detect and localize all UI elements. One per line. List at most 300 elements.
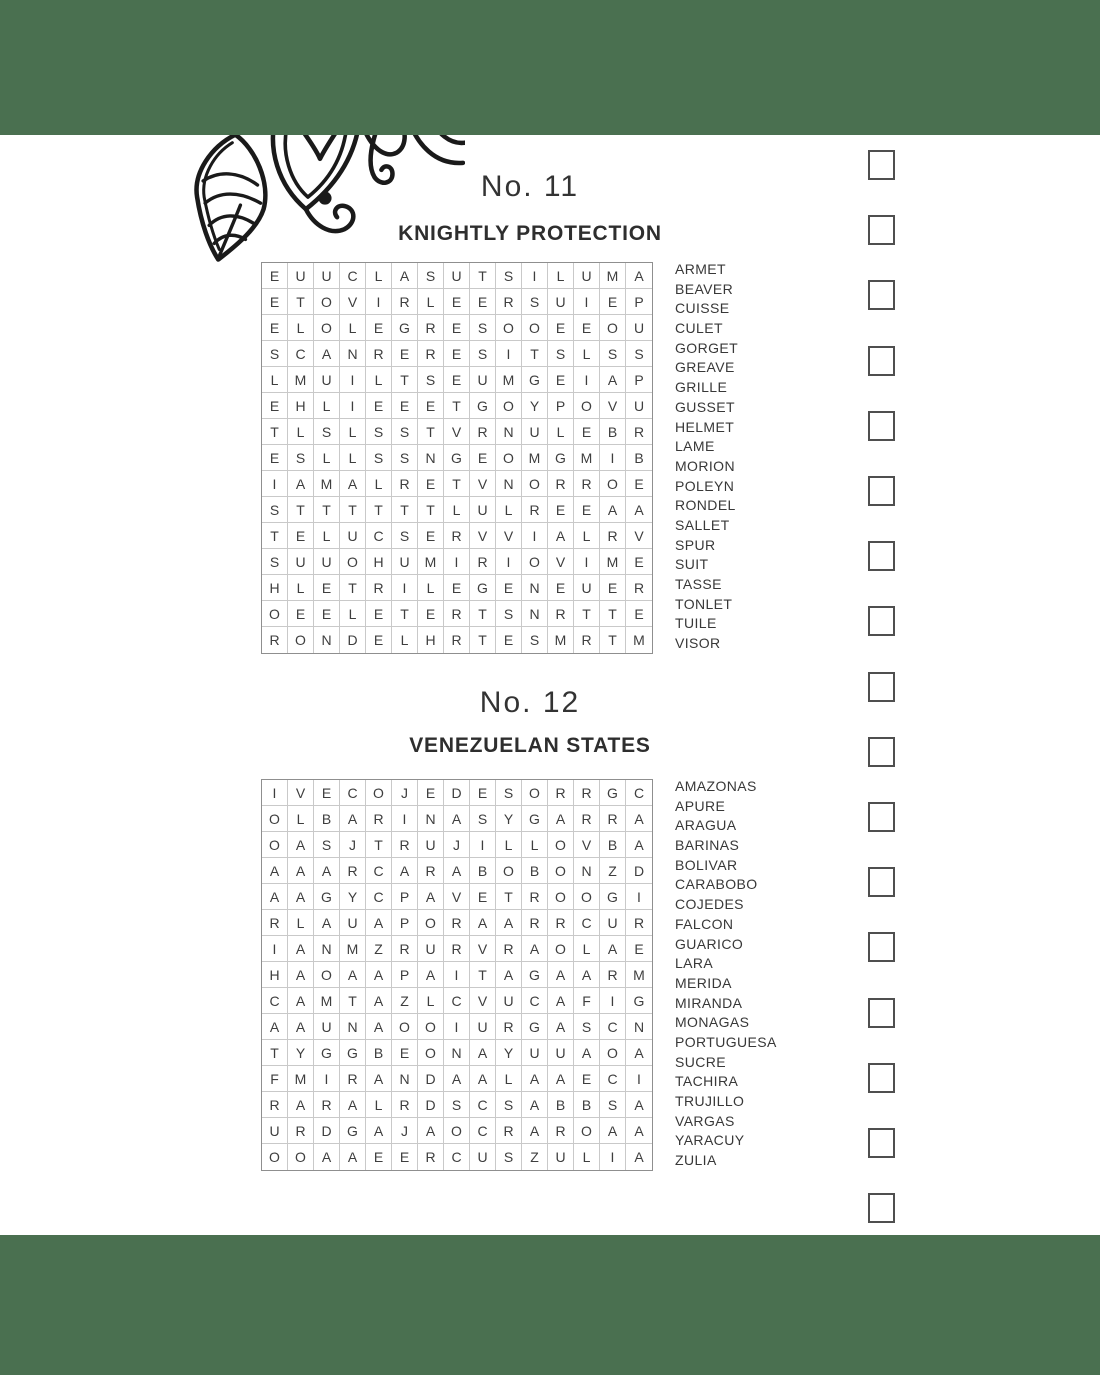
grid-letter-cell: T	[288, 289, 314, 315]
grid-letter-cell: N	[522, 601, 548, 627]
grid-letter-cell: T	[392, 497, 418, 523]
grid-letter-cell: G	[314, 1040, 340, 1066]
answer-checkbox	[868, 737, 895, 767]
grid-letter-cell: E	[366, 601, 392, 627]
grid-letter-cell: C	[288, 341, 314, 367]
grid-letter-cell: R	[548, 601, 574, 627]
grid-letter-cell: Z	[522, 1144, 548, 1170]
grid-letter-cell: C	[626, 780, 652, 806]
grid-letter-cell: R	[600, 962, 626, 988]
grid-letter-cell: A	[340, 1092, 366, 1118]
answer-checkbox	[868, 1193, 895, 1223]
grid-letter-cell: I	[600, 1144, 626, 1170]
word-list-item: HELMET	[675, 418, 735, 435]
grid-letter-cell: N	[340, 341, 366, 367]
grid-letter-cell: E	[574, 419, 600, 445]
grid-letter-cell: I	[626, 1066, 652, 1092]
grid-letter-cell: I	[600, 988, 626, 1014]
answer-checkbox-column	[868, 0, 898, 1375]
grid-letter-cell: L	[340, 419, 366, 445]
grid-letter-cell: A	[600, 497, 626, 523]
puzzle-12-number: No. 12	[479, 686, 581, 719]
grid-letter-cell: D	[626, 858, 652, 884]
grid-letter-cell: T	[340, 497, 366, 523]
grid-letter-cell: T	[470, 601, 496, 627]
grid-letter-cell: M	[600, 549, 626, 575]
grid-letter-cell: C	[600, 1066, 626, 1092]
grid-letter-cell: V	[470, 988, 496, 1014]
grid-letter-cell: R	[600, 523, 626, 549]
grid-letter-cell: R	[574, 806, 600, 832]
grid-letter-cell: I	[392, 575, 418, 601]
grid-letter-cell: Z	[366, 936, 392, 962]
grid-letter-cell: J	[392, 1118, 418, 1144]
grid-letter-cell: I	[574, 549, 600, 575]
grid-letter-cell: E	[626, 549, 652, 575]
grid-letter-cell: U	[548, 1040, 574, 1066]
grid-letter-cell: R	[548, 471, 574, 497]
grid-letter-cell: S	[262, 549, 288, 575]
grid-letter-cell: O	[444, 1118, 470, 1144]
grid-letter-cell: P	[548, 393, 574, 419]
grid-letter-cell: U	[496, 988, 522, 1014]
word-list-item: BARINAS	[675, 837, 740, 854]
grid-letter-cell: C	[522, 988, 548, 1014]
grid-letter-cell: A	[470, 910, 496, 936]
grid-letter-cell: E	[262, 315, 288, 341]
grid-letter-cell: M	[340, 936, 366, 962]
grid-letter-cell: I	[262, 471, 288, 497]
grid-letter-cell: R	[340, 1066, 366, 1092]
grid-letter-cell: R	[496, 289, 522, 315]
word-list-item: BOLIVAR	[675, 856, 738, 873]
grid-letter-cell: R	[418, 1144, 444, 1170]
grid-letter-cell: L	[574, 341, 600, 367]
answer-checkbox	[868, 150, 895, 180]
grid-letter-cell: S	[470, 806, 496, 832]
grid-letter-cell: A	[262, 884, 288, 910]
grid-letter-cell: E	[418, 780, 444, 806]
grid-letter-cell: A	[366, 910, 392, 936]
grid-letter-cell: A	[626, 806, 652, 832]
answer-checkbox	[868, 672, 895, 702]
grid-letter-cell: T	[574, 601, 600, 627]
grid-letter-cell: L	[574, 1144, 600, 1170]
grid-letter-cell: E	[418, 601, 444, 627]
grid-letter-cell: O	[574, 1118, 600, 1144]
grid-letter-cell: U	[470, 1144, 496, 1170]
grid-letter-cell: A	[366, 962, 392, 988]
grid-letter-cell: M	[418, 549, 444, 575]
grid-letter-cell: E	[392, 1144, 418, 1170]
grid-letter-cell: R	[392, 1092, 418, 1118]
grid-letter-cell: O	[418, 1014, 444, 1040]
grid-letter-cell: U	[314, 367, 340, 393]
answer-checkbox	[868, 411, 895, 441]
grid-letter-cell: U	[392, 549, 418, 575]
grid-letter-cell: G	[470, 575, 496, 601]
puzzle-12-word-list	[675, 777, 777, 1171]
grid-letter-cell: R	[444, 523, 470, 549]
grid-letter-cell: S	[600, 1092, 626, 1118]
grid-letter-cell: G	[522, 962, 548, 988]
grid-letter-cell: L	[392, 627, 418, 653]
word-list-item: PORTUGUESA	[675, 1033, 777, 1050]
grid-letter-cell: A	[522, 1118, 548, 1144]
grid-letter-cell: T	[288, 497, 314, 523]
grid-letter-cell: C	[574, 910, 600, 936]
grid-letter-cell: P	[392, 884, 418, 910]
grid-letter-cell: A	[288, 936, 314, 962]
grid-letter-cell: O	[548, 858, 574, 884]
grid-letter-cell: R	[392, 471, 418, 497]
grid-letter-cell: A	[340, 962, 366, 988]
grid-letter-cell: R	[418, 341, 444, 367]
grid-letter-cell: S	[626, 341, 652, 367]
grid-letter-cell: M	[314, 471, 340, 497]
grid-letter-cell: S	[392, 445, 418, 471]
puzzle-11-number: No. 11	[480, 170, 580, 203]
puzzle-12-word-search-grid	[261, 779, 653, 1171]
answer-checkbox	[868, 476, 895, 506]
grid-letter-cell: S	[496, 1092, 522, 1118]
grid-letter-cell: B	[600, 832, 626, 858]
grid-letter-cell: A	[288, 858, 314, 884]
grid-letter-cell: T	[392, 601, 418, 627]
grid-letter-cell: R	[444, 601, 470, 627]
grid-letter-cell: E	[470, 780, 496, 806]
grid-letter-cell: O	[392, 1014, 418, 1040]
grid-letter-cell: E	[626, 601, 652, 627]
grid-letter-cell: E	[366, 315, 392, 341]
grid-letter-cell: V	[288, 780, 314, 806]
grid-letter-cell: M	[288, 367, 314, 393]
grid-letter-cell: A	[288, 1092, 314, 1118]
grid-letter-cell: Y	[496, 1040, 522, 1066]
grid-letter-cell: E	[470, 445, 496, 471]
word-list-item: GRILLE	[675, 379, 728, 396]
grid-letter-cell: S	[496, 601, 522, 627]
grid-letter-cell: S	[288, 445, 314, 471]
grid-letter-cell: I	[262, 780, 288, 806]
grid-letter-cell: I	[470, 832, 496, 858]
grid-letter-cell: G	[600, 780, 626, 806]
grid-letter-cell: O	[314, 962, 340, 988]
grid-letter-cell: H	[418, 627, 444, 653]
grid-letter-cell: M	[496, 367, 522, 393]
word-list-item: POLEYN	[675, 477, 735, 494]
grid-letter-cell: M	[288, 1066, 314, 1092]
grid-letter-cell: E	[262, 263, 288, 289]
grid-letter-cell: O	[600, 471, 626, 497]
top-border-band	[0, 0, 1100, 135]
grid-letter-cell: B	[548, 1092, 574, 1118]
grid-letter-cell: O	[288, 1144, 314, 1170]
grid-letter-cell: A	[366, 1066, 392, 1092]
grid-letter-cell: R	[314, 1092, 340, 1118]
grid-letter-cell: E	[262, 445, 288, 471]
grid-letter-cell: A	[600, 936, 626, 962]
grid-letter-cell: H	[288, 393, 314, 419]
grid-letter-cell: O	[366, 780, 392, 806]
word-list-item: CULET	[675, 320, 723, 337]
grid-letter-cell: R	[522, 910, 548, 936]
grid-letter-cell: I	[574, 289, 600, 315]
grid-letter-cell: S	[496, 780, 522, 806]
grid-letter-cell: U	[470, 497, 496, 523]
grid-letter-cell: L	[314, 445, 340, 471]
grid-letter-cell: U	[522, 419, 548, 445]
word-list-item: MORION	[675, 457, 735, 474]
grid-letter-cell: J	[340, 832, 366, 858]
grid-letter-cell: A	[288, 471, 314, 497]
grid-letter-cell: V	[470, 471, 496, 497]
grid-letter-cell: U	[574, 263, 600, 289]
grid-letter-cell: N	[444, 1040, 470, 1066]
grid-letter-cell: D	[444, 780, 470, 806]
grid-letter-cell: Y	[340, 884, 366, 910]
grid-letter-cell: T	[444, 393, 470, 419]
grid-letter-cell: O	[314, 315, 340, 341]
grid-letter-cell: A	[392, 263, 418, 289]
grid-letter-cell: M	[548, 627, 574, 653]
answer-checkbox	[868, 541, 895, 571]
grid-letter-cell: V	[600, 393, 626, 419]
grid-letter-cell: I	[340, 367, 366, 393]
grid-letter-cell: O	[262, 601, 288, 627]
grid-letter-cell: I	[392, 806, 418, 832]
word-list-item: TRUJILLO	[675, 1093, 745, 1109]
grid-letter-cell: G	[548, 445, 574, 471]
grid-letter-cell: C	[366, 858, 392, 884]
word-list-item: ARMET	[675, 261, 726, 277]
grid-letter-cell: N	[574, 858, 600, 884]
grid-letter-cell: I	[444, 962, 470, 988]
grid-letter-cell: U	[340, 910, 366, 936]
grid-letter-cell: E	[314, 575, 340, 601]
grid-letter-cell: S	[600, 341, 626, 367]
grid-letter-cell: R	[444, 910, 470, 936]
grid-letter-cell: R	[288, 1118, 314, 1144]
grid-letter-cell: V	[470, 936, 496, 962]
grid-letter-cell: V	[548, 549, 574, 575]
grid-letter-cell: N	[314, 936, 340, 962]
grid-letter-cell: S	[392, 419, 418, 445]
grid-letter-cell: A	[626, 263, 652, 289]
grid-letter-cell: U	[288, 263, 314, 289]
grid-letter-cell: G	[470, 393, 496, 419]
grid-letter-cell: R	[548, 780, 574, 806]
grid-letter-cell: G	[522, 1014, 548, 1040]
grid-letter-cell: A	[392, 858, 418, 884]
grid-letter-cell: E	[366, 393, 392, 419]
grid-letter-cell: L	[340, 601, 366, 627]
grid-letter-cell: E	[574, 1066, 600, 1092]
grid-letter-cell: T	[470, 962, 496, 988]
grid-letter-cell: A	[626, 1118, 652, 1144]
grid-letter-cell: R	[392, 832, 418, 858]
grid-letter-cell: O	[262, 832, 288, 858]
grid-letter-cell: R	[626, 910, 652, 936]
grid-letter-cell: N	[418, 445, 444, 471]
grid-letter-cell: U	[418, 936, 444, 962]
grid-letter-cell: S	[496, 1144, 522, 1170]
grid-letter-cell: T	[340, 988, 366, 1014]
puzzle-12-title: VENEZUELAN STATES	[409, 734, 651, 757]
grid-letter-cell: Z	[600, 858, 626, 884]
grid-letter-cell: E	[444, 341, 470, 367]
grid-letter-cell: L	[366, 367, 392, 393]
word-list-item: TONLET	[675, 595, 733, 612]
grid-letter-cell: C	[340, 780, 366, 806]
grid-letter-cell: E	[262, 289, 288, 315]
word-list-item: COJEDES	[675, 896, 744, 913]
grid-letter-cell: E	[496, 627, 522, 653]
grid-letter-cell: L	[548, 419, 574, 445]
grid-letter-cell: O	[522, 549, 548, 575]
grid-letter-cell: S	[470, 315, 496, 341]
grid-letter-cell: E	[574, 497, 600, 523]
grid-letter-cell: U	[470, 1014, 496, 1040]
grid-letter-cell: C	[340, 263, 366, 289]
word-list-item: SUIT	[675, 556, 709, 573]
grid-letter-cell: A	[314, 910, 340, 936]
grid-letter-cell: U	[288, 549, 314, 575]
grid-letter-cell: A	[470, 1066, 496, 1092]
grid-letter-cell: D	[418, 1092, 444, 1118]
grid-letter-cell: V	[444, 419, 470, 445]
grid-letter-cell: A	[626, 497, 652, 523]
grid-letter-cell: A	[366, 1014, 392, 1040]
grid-letter-cell: R	[366, 341, 392, 367]
grid-letter-cell: I	[496, 341, 522, 367]
grid-letter-cell: A	[288, 962, 314, 988]
grid-letter-cell: A	[288, 988, 314, 1014]
grid-letter-cell: U	[444, 263, 470, 289]
grid-letter-cell: L	[418, 289, 444, 315]
word-list-item: LARA	[675, 955, 714, 972]
grid-letter-cell: O	[522, 471, 548, 497]
grid-letter-cell: S	[314, 419, 340, 445]
grid-letter-cell: A	[626, 1040, 652, 1066]
grid-letter-cell: D	[340, 627, 366, 653]
grid-letter-cell: R	[574, 471, 600, 497]
grid-letter-cell: R	[548, 910, 574, 936]
word-list-item: YARACUY	[675, 1132, 745, 1149]
grid-letter-cell: L	[340, 445, 366, 471]
word-list-item: MONAGAS	[675, 1014, 750, 1031]
grid-letter-cell: S	[574, 1014, 600, 1040]
grid-letter-cell: U	[548, 1144, 574, 1170]
grid-letter-cell: S	[366, 445, 392, 471]
grid-letter-cell: N	[496, 471, 522, 497]
grid-letter-cell: S	[366, 419, 392, 445]
word-list-item: GREAVE	[675, 359, 735, 376]
grid-letter-cell: A	[600, 1118, 626, 1144]
grid-letter-cell: E	[392, 1040, 418, 1066]
grid-letter-cell: G	[626, 988, 652, 1014]
grid-letter-cell: E	[548, 315, 574, 341]
word-list-item: GORGET	[675, 339, 739, 356]
answer-checkbox	[868, 867, 895, 897]
grid-letter-cell: P	[392, 910, 418, 936]
grid-letter-cell: T	[418, 497, 444, 523]
grid-letter-cell: N	[626, 1014, 652, 1040]
grid-letter-cell: U	[314, 549, 340, 575]
grid-letter-cell: A	[288, 884, 314, 910]
grid-letter-cell: I	[522, 523, 548, 549]
grid-letter-cell: N	[340, 1014, 366, 1040]
word-list-item: ZULIA	[675, 1152, 717, 1169]
grid-letter-cell: A	[626, 1092, 652, 1118]
grid-letter-cell: A	[548, 962, 574, 988]
grid-letter-cell: L	[288, 419, 314, 445]
grid-letter-cell: T	[366, 497, 392, 523]
grid-letter-cell: E	[600, 289, 626, 315]
grid-letter-cell: A	[418, 1118, 444, 1144]
grid-letter-cell: P	[626, 289, 652, 315]
grid-letter-cell: A	[496, 910, 522, 936]
grid-letter-cell: I	[314, 1066, 340, 1092]
grid-letter-cell: R	[548, 1118, 574, 1144]
grid-letter-cell: I	[366, 289, 392, 315]
grid-letter-cell: L	[496, 497, 522, 523]
grid-letter-cell: E	[626, 936, 652, 962]
grid-letter-cell: G	[392, 315, 418, 341]
grid-letter-cell: S	[548, 341, 574, 367]
grid-letter-cell: M	[314, 988, 340, 1014]
grid-letter-cell: M	[626, 962, 652, 988]
grid-letter-cell: S	[470, 341, 496, 367]
grid-letter-cell: E	[314, 780, 340, 806]
grid-letter-cell: E	[418, 393, 444, 419]
grid-letter-cell: A	[314, 858, 340, 884]
grid-letter-cell: E	[626, 471, 652, 497]
grid-letter-cell: U	[262, 1118, 288, 1144]
answer-checkbox	[868, 215, 895, 245]
grid-letter-cell: I	[626, 884, 652, 910]
grid-letter-cell: L	[496, 1066, 522, 1092]
grid-letter-cell: L	[262, 367, 288, 393]
grid-letter-cell: A	[634, 1149, 644, 1165]
grid-letter-cell: O	[288, 627, 314, 653]
grid-letter-cell: E	[392, 341, 418, 367]
grid-letter-cell: S	[496, 263, 522, 289]
grid-letter-cell: J	[444, 832, 470, 858]
word-list-item: MERIDA	[675, 974, 732, 991]
grid-letter-cell: F	[262, 1066, 288, 1092]
grid-letter-cell: C	[470, 1118, 496, 1144]
word-list-item: SUCRE	[675, 1053, 727, 1070]
grid-letter-cell: O	[496, 393, 522, 419]
grid-letter-cell: U	[522, 1040, 548, 1066]
grid-letter-cell: T	[522, 341, 548, 367]
word-list-item: AMAZONAS	[675, 778, 757, 794]
grid-letter-cell: O	[496, 315, 522, 341]
word-list-item: SALLET	[675, 516, 730, 533]
grid-letter-cell: U	[626, 315, 652, 341]
grid-letter-cell: H	[262, 962, 288, 988]
grid-letter-cell: A	[548, 806, 574, 832]
grid-letter-cell: I	[340, 393, 366, 419]
grid-letter-cell: E	[548, 367, 574, 393]
grid-letter-cell: Y	[496, 806, 522, 832]
grid-letter-cell: R	[496, 936, 522, 962]
grid-letter-cell: G	[340, 1118, 366, 1144]
word-list-item: TASSE	[675, 576, 722, 592]
grid-letter-cell: E	[600, 575, 626, 601]
grid-letter-cell: G	[444, 445, 470, 471]
